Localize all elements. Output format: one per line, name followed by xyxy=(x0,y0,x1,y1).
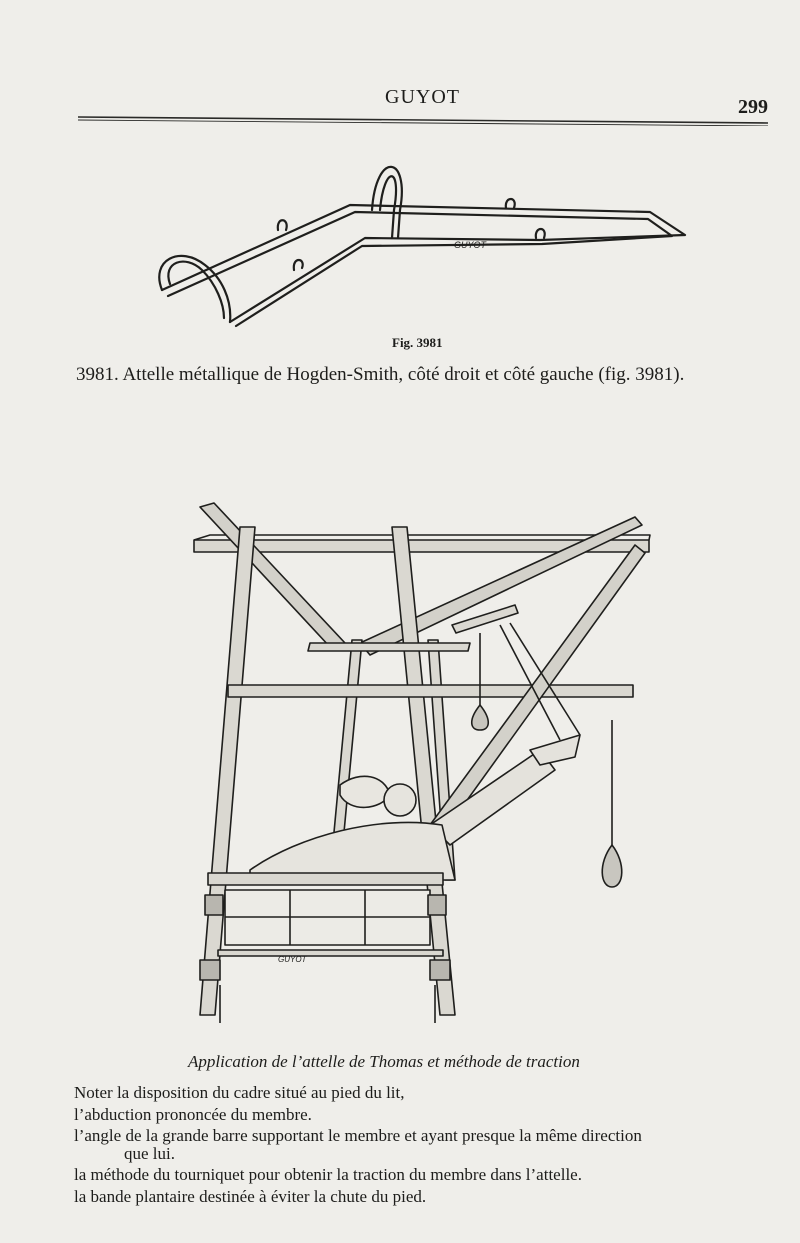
notes-paragraph xyxy=(74,1082,774,1207)
figure-caption: 3981. Attelle métallique de Hogden-Smith, côté droit et côté gauche (fig. 3981). xyxy=(76,364,685,385)
illustration-caption: Application de l’attelle de Thomas et méthode de traction xyxy=(188,1052,580,1071)
fig2-stamp: GUYOT xyxy=(278,955,307,964)
fig1-stamp: GUYOT xyxy=(454,240,487,250)
note-line-1: Noter la disposition du cadre situé au pied du lit, xyxy=(74,1083,405,1102)
note-line-3-continuation: que lui. xyxy=(124,1143,175,1163)
note-line-4: la méthode du tourniquet pour obtenir la traction du membre dans l’attelle. xyxy=(74,1165,582,1184)
header-rule xyxy=(78,114,770,126)
page-number: 299 xyxy=(738,96,768,118)
note-line-3: l’angle de la grande barre supportant le membre et ayant presque la même direction xyxy=(74,1126,642,1145)
note-line-5: la bande plantaire destinée à éviter la chute du pied. xyxy=(74,1186,427,1206)
splint-illustration xyxy=(150,150,690,330)
running-title: GUYOT xyxy=(385,86,460,108)
traction-bed-illustration xyxy=(180,495,660,1035)
note-line-2: l’abduction prononcée du membre. xyxy=(74,1104,312,1124)
figure-label: Fig. 3981 xyxy=(392,335,443,350)
